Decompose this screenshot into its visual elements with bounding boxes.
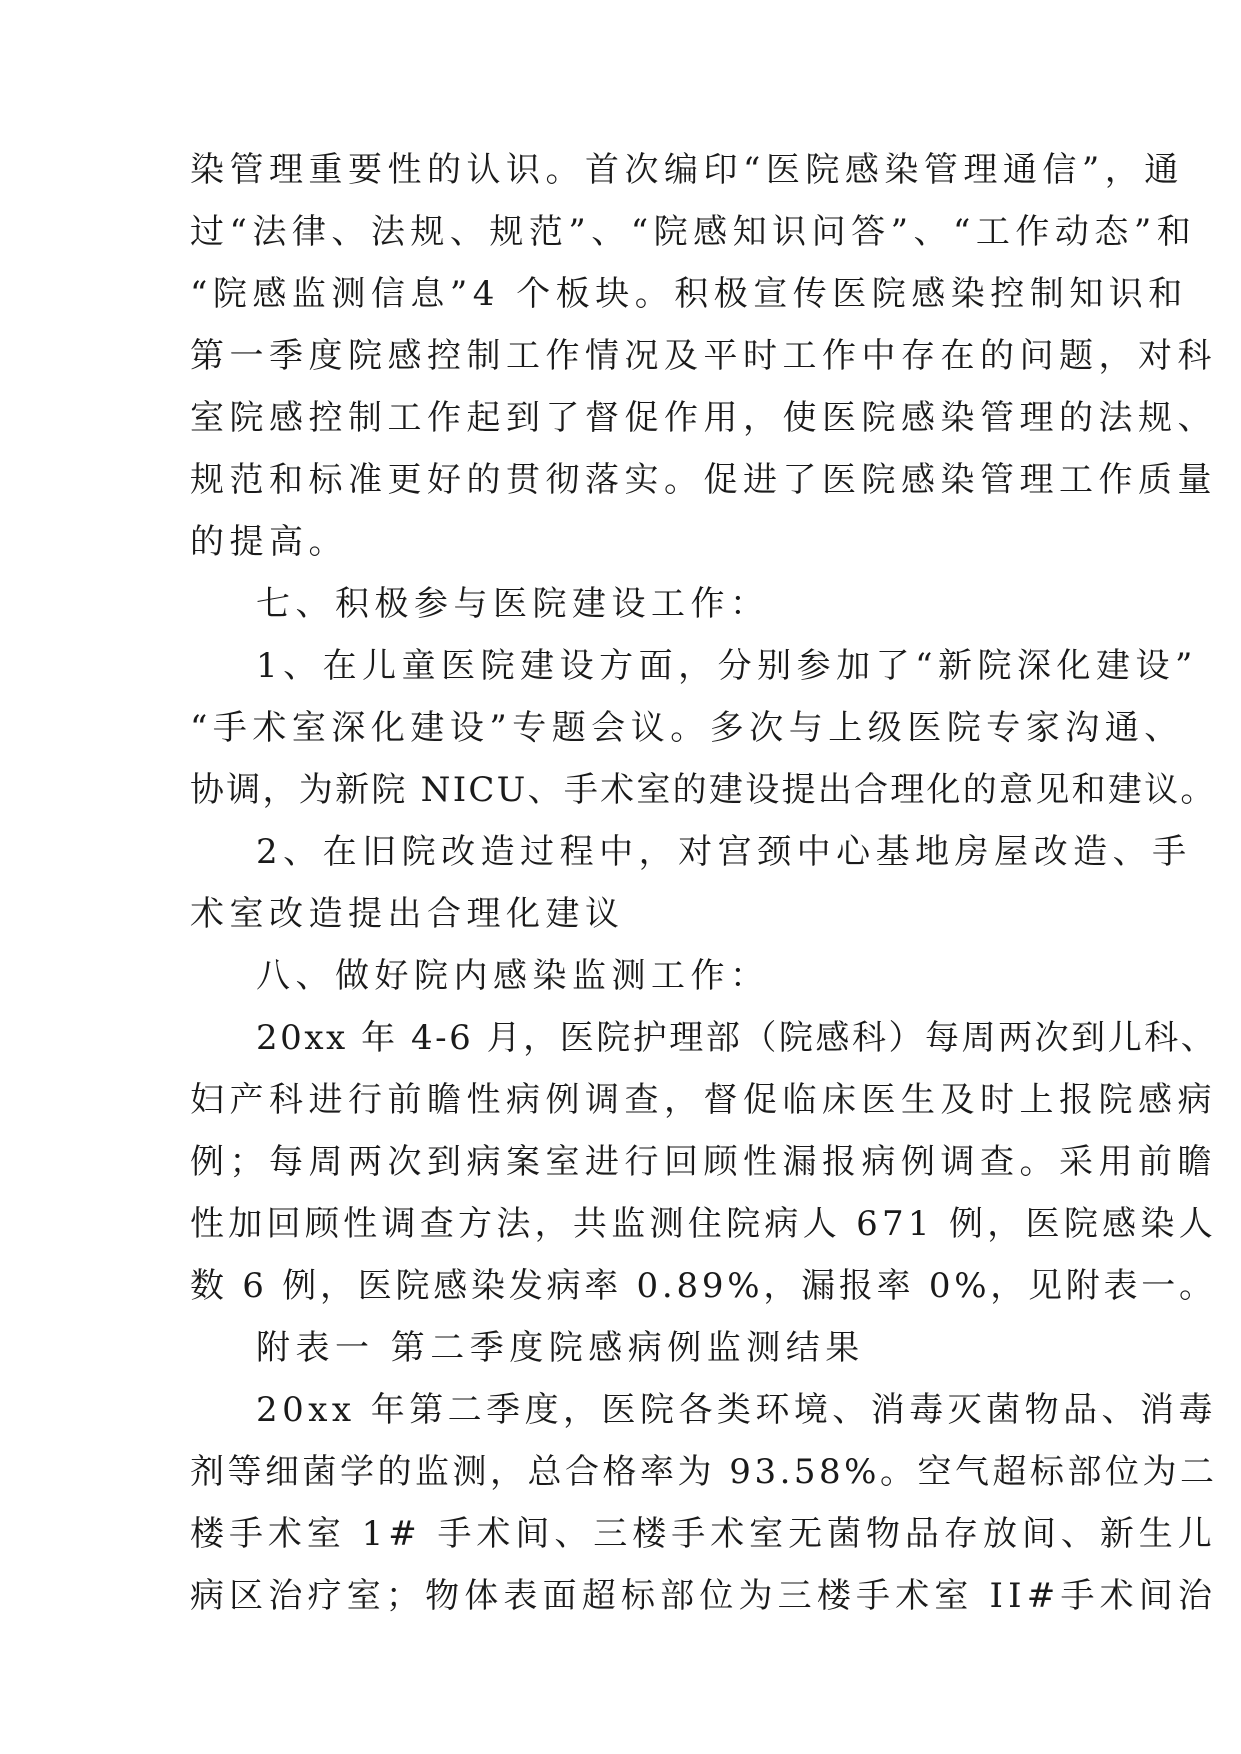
paragraph-line: 数 6 例，医院感染发病率 0.89%，漏报率 0%，见附表一。	[190, 1266, 1217, 1306]
paragraph-line: “院感监测信息”4 个板块。积极宣传医院感染控制知识和	[190, 274, 1188, 314]
paragraph-line: 病区治疗室；物体表面超标部位为三楼手术室 II#手术间治	[190, 1576, 1218, 1616]
paragraph-line: 性加回顾性调查方法，共监测住院病人 671 例，医院感染人	[190, 1204, 1218, 1244]
paragraph-line: 例；每周两次到病案室进行回顾性漏报病例调查。采用前瞻	[190, 1142, 1217, 1182]
paragraph-line: 室院感控制工作起到了督促作用，使医院感染管理的法规、	[190, 398, 1217, 438]
paragraph-line: 第一季度院感控制工作情况及平时工作中存在的问题，对科	[190, 336, 1217, 376]
section-heading: 七、积极参与医院建设工作：	[256, 584, 770, 624]
section-heading: 八、做好院内感染监测工作：	[256, 956, 770, 996]
paragraph-line: 1、在儿童医院建设方面，分别参加了“新院深化建设”	[256, 646, 1198, 686]
table-caption: 附表一 第二季度院感病例监测结果	[256, 1328, 865, 1368]
paragraph-line: 过“法律、法规、规范”、“院感知识问答”、“工作动态”和	[190, 212, 1197, 252]
paragraph-line: 术室改造提出合理化建议	[190, 894, 625, 934]
paragraph-line: 协调，为新院 NICU、手术室的建设提出合理化的意见和建议。	[190, 770, 1217, 810]
paragraph-line: 规范和标准更好的贯彻落实。促进了医院感染管理工作质量	[190, 460, 1217, 500]
paragraph-line: 剂等细菌学的监测，总合格率为 93.58%。空气超标部位为二	[190, 1452, 1218, 1492]
paragraph-line: 妇产科进行前瞻性病例调查，督促临床医生及时上报院感病	[190, 1080, 1217, 1120]
paragraph-line: 20xx 年 4-6 月，医院护理部（院感科）每周两次到儿科、	[256, 1018, 1218, 1058]
paragraph-line: 染管理重要性的认识。首次编印“医院感染管理通信”，通	[190, 150, 1184, 190]
paragraph-line: 20xx 年第二季度，医院各类环境、消毒灭菌物品、消毒	[256, 1390, 1217, 1430]
paragraph-line: 的提高。	[190, 522, 348, 562]
paragraph-line: “手术室深化建设”专题会议。多次与上级医院专家沟通、	[190, 708, 1184, 748]
paragraph-line: 楼手术室 1# 手术间、三楼手术室无菌物品存放间、新生儿	[190, 1514, 1217, 1554]
paragraph-line: 2、在旧院改造过程中，对宫颈中心基地房屋改造、手	[256, 832, 1192, 872]
